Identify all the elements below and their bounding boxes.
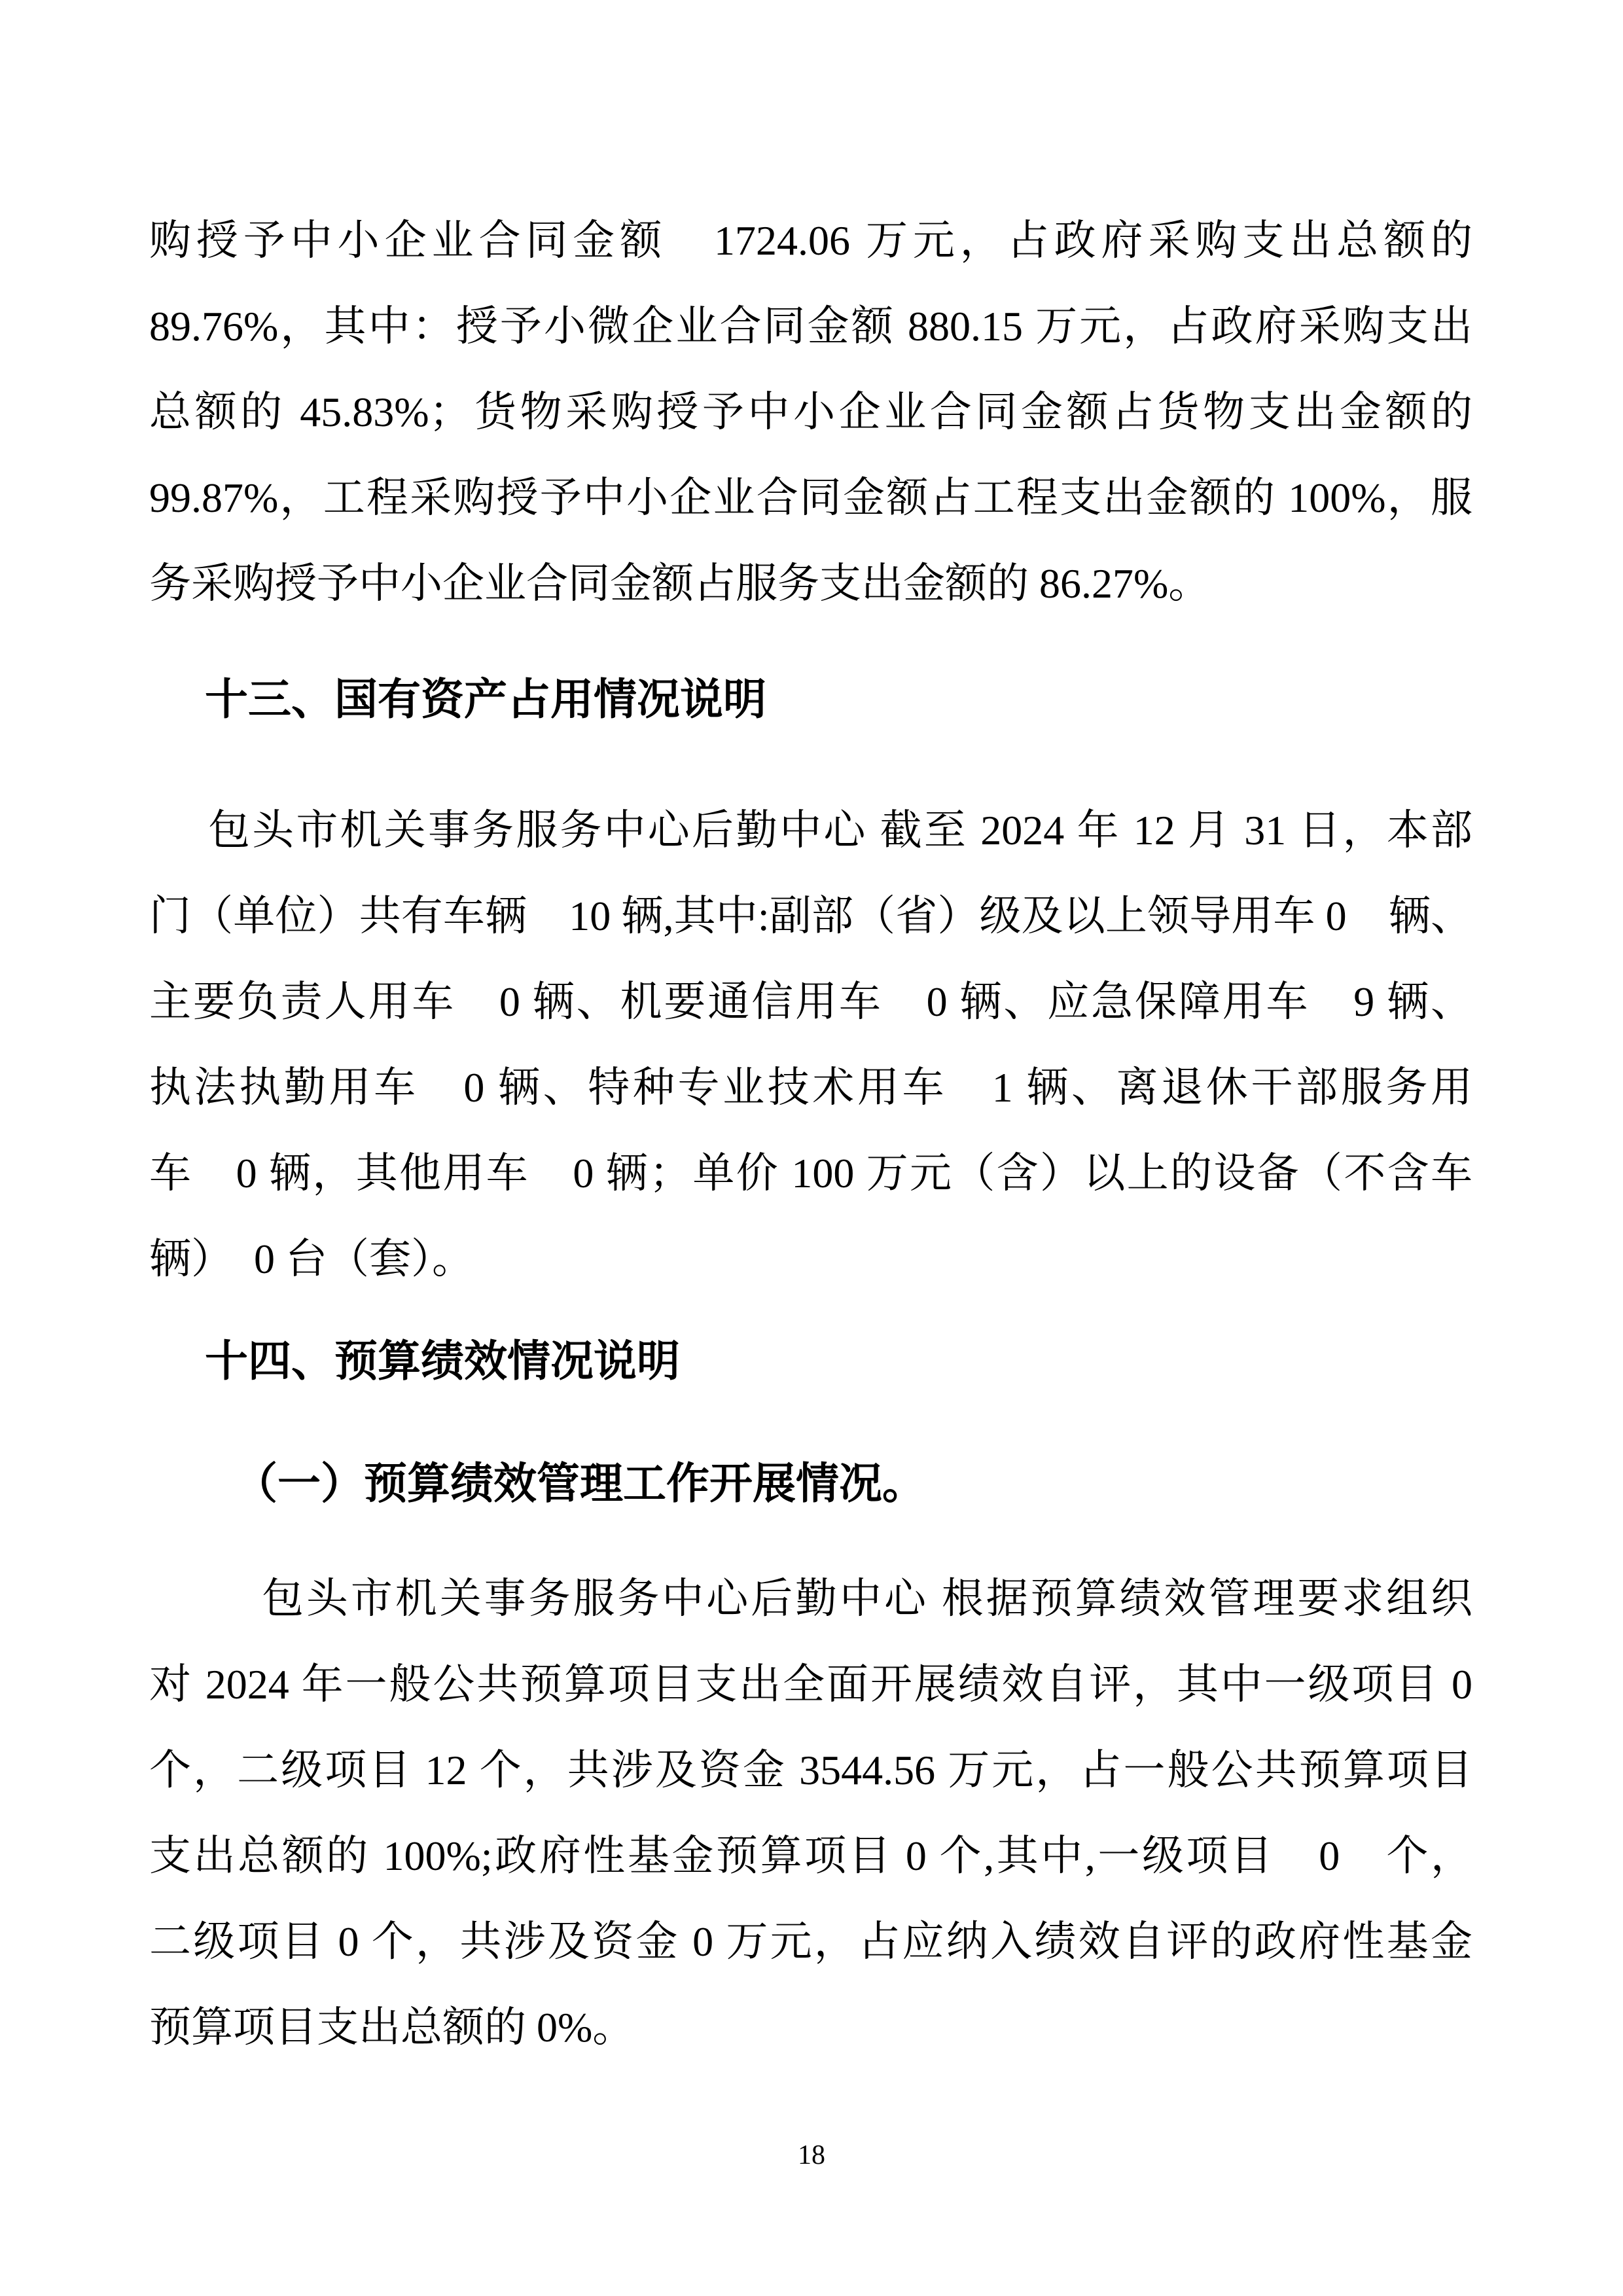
text-line: 门（单位）共有车辆 10 辆,其中:副部（省）级及以上领导用车 0 辆、 <box>149 893 1472 939</box>
text-line: 主要负责人用车 0 辆、机要通信用车 0 辆、应急保障用车 9 辆、 <box>149 978 1472 1025</box>
paragraph-performance-self-evaluation <box>149 1556 1472 2070</box>
paragraph-state-assets-occupancy <box>149 787 1472 1302</box>
text-line: 89.76%，其中：授予小微企业合同金额 880.15 万元，占政府采购支出 <box>149 303 1472 350</box>
text-line: 预算项目支出总额的 0%。 <box>149 2004 635 2051</box>
text-line: 务采购授予中小企业合同金额占服务支出金额的 86.27%。 <box>149 560 1211 607</box>
subsection-heading-14-1: （一）预算绩效管理工作开展情况。 <box>234 1459 925 1507</box>
text-line: 总额的 45.83%；货物采购授予中小企业合同金额占货物支出金额的 <box>149 389 1472 435</box>
text-line: 个，二级项目 12 个，共涉及资金 3544.56 万元，占一般公共预算项目 <box>149 1747 1472 1793</box>
text-line: 对 2024 年一般公共预算项目支出全面开展绩效自评，其中一级项目 0 <box>149 1661 1472 1708</box>
text-line: 支出总额的 100%;政府性基金预算项目 0 个,其中,一级项目 0 个， <box>149 1833 1472 1879</box>
text-line: 二级项目 0 个，共涉及资金 0 万元，占应纳入绩效自评的政府性基金 <box>149 1918 1472 1965</box>
document-body <box>149 198 1472 2070</box>
paragraph-government-procurement-sme <box>149 198 1472 626</box>
text-line: 99.87%，工程采购授予中小企业合同金额占工程支出金额的 100%，服 <box>149 475 1472 521</box>
section-heading-13-state-assets: 十三、国有资产占用情况说明 <box>205 675 766 723</box>
text-line: 购授予中小企业合同金额 1724.06 万元，占政府采购支出总额的 <box>149 217 1472 264</box>
text-line: 包头市机关事务服务中心后勤中心 根据预算绩效管理要求组织 <box>262 1575 1472 1622</box>
text-line: 包头市机关事务服务中心后勤中心 截至 2024 年 12 月 31 日，本部 <box>208 807 1472 853</box>
text-line: 辆） 0 台（套）。 <box>149 1236 474 1282</box>
section-heading-14-budget-performance: 十四、预算绩效情况说明 <box>205 1336 680 1385</box>
text-line: 执法执勤用车 0 辆、特种专业技术用车 1 辆、离退休干部服务用 <box>149 1064 1472 1111</box>
page-number: 18 <box>798 2140 825 2170</box>
text-line: 车 0 辆，其他用车 0 辆；单价 100 万元（含）以上的设备（不含车 <box>149 1150 1472 1196</box>
